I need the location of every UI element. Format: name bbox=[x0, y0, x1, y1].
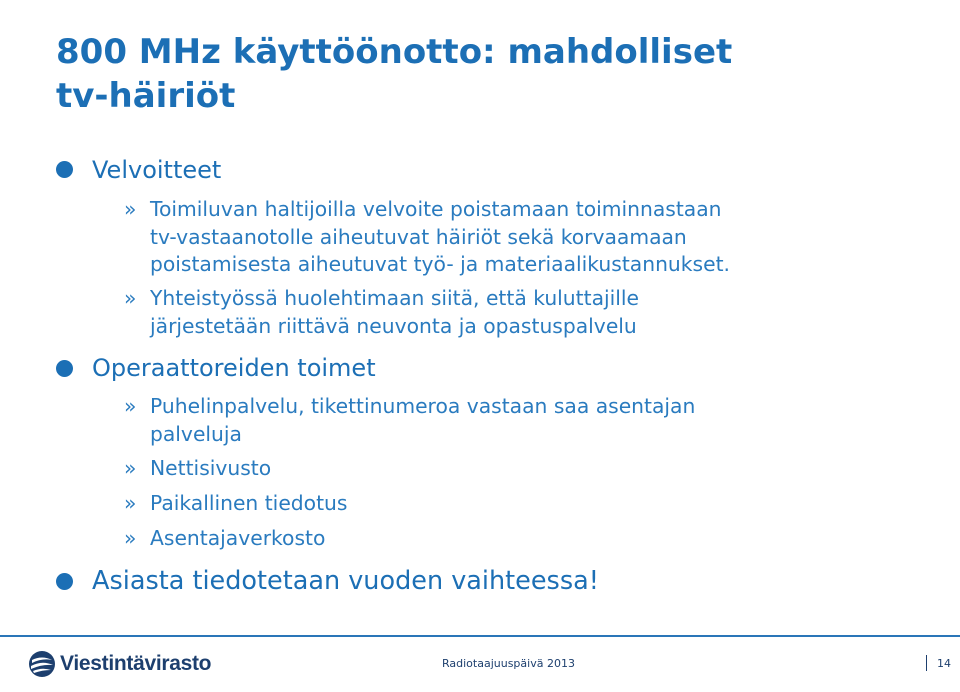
footer-divider bbox=[0, 635, 960, 637]
subitem-marker: » bbox=[124, 526, 137, 550]
globe-icon bbox=[28, 650, 56, 678]
subitem-marker: » bbox=[124, 394, 137, 418]
subitem-line: järjestetään riittävä neuvonta ja opastuspalvelu bbox=[150, 313, 637, 338]
subitem-marker: » bbox=[124, 286, 137, 310]
subitem-puhelinpalvelu bbox=[124, 393, 894, 448]
subitem-line: Nettisivusto bbox=[150, 456, 272, 480]
subitem-line: Puhelinpalvelu, tikettinumeroa vastaan saa asentajan bbox=[150, 394, 696, 418]
subitem-asentajaverkosto bbox=[124, 525, 894, 553]
slide-title-line-2: tv-häiriöt bbox=[56, 76, 236, 116]
subitem-marker: » bbox=[124, 197, 137, 221]
bullet-dot bbox=[56, 573, 73, 590]
subitem-line: Yhteistyössä huolehtimaan siitä, että kuluttajille bbox=[150, 286, 640, 310]
bullet-dot bbox=[56, 161, 73, 178]
subitem-line: palveluja bbox=[150, 421, 242, 446]
slide-title-line-1: 800 MHz käyttöönotto: mahdolliset bbox=[56, 32, 733, 72]
bullet-asiasta-tiedotetaan: Asiasta tiedotetaan vuoden vaihteessa! bbox=[92, 566, 599, 596]
subitem-toimiluvan bbox=[124, 196, 894, 279]
footer-event-name: Radiotaajuuspäivä 2013 bbox=[442, 657, 575, 670]
subitem-line: Paikallinen tiedotus bbox=[150, 491, 348, 515]
subitem-nettisivusto bbox=[124, 455, 894, 483]
bullet-dot bbox=[56, 360, 73, 377]
logo-wordmark: Viestintävirasto bbox=[60, 652, 212, 675]
subitem-marker: » bbox=[124, 456, 137, 480]
subitem-line: tv-vastaanotolle aiheutuvat häiriöt sekä korvaamaan bbox=[150, 224, 687, 249]
subitem-line: Toimiluvan haltijoilla velvoite poistamaan toiminnastaan bbox=[150, 197, 722, 221]
bullet-operaattoreiden-toimet: Operaattoreiden toimet bbox=[92, 354, 376, 382]
page-number-separator bbox=[926, 655, 927, 671]
subitem-paikallinen-tiedotus bbox=[124, 490, 894, 518]
subitem-yhteistyossa bbox=[124, 285, 894, 340]
slide-title bbox=[56, 30, 936, 118]
subitem-line: Asentajaverkosto bbox=[150, 526, 326, 550]
subitem-line: poistamisesta aiheutuvat työ- ja materiaalikustannukset. bbox=[150, 252, 730, 276]
page-number: 14 bbox=[937, 657, 951, 670]
subitem-marker: » bbox=[124, 491, 137, 515]
bullet-velvoitteet: Velvoitteet bbox=[92, 156, 222, 184]
